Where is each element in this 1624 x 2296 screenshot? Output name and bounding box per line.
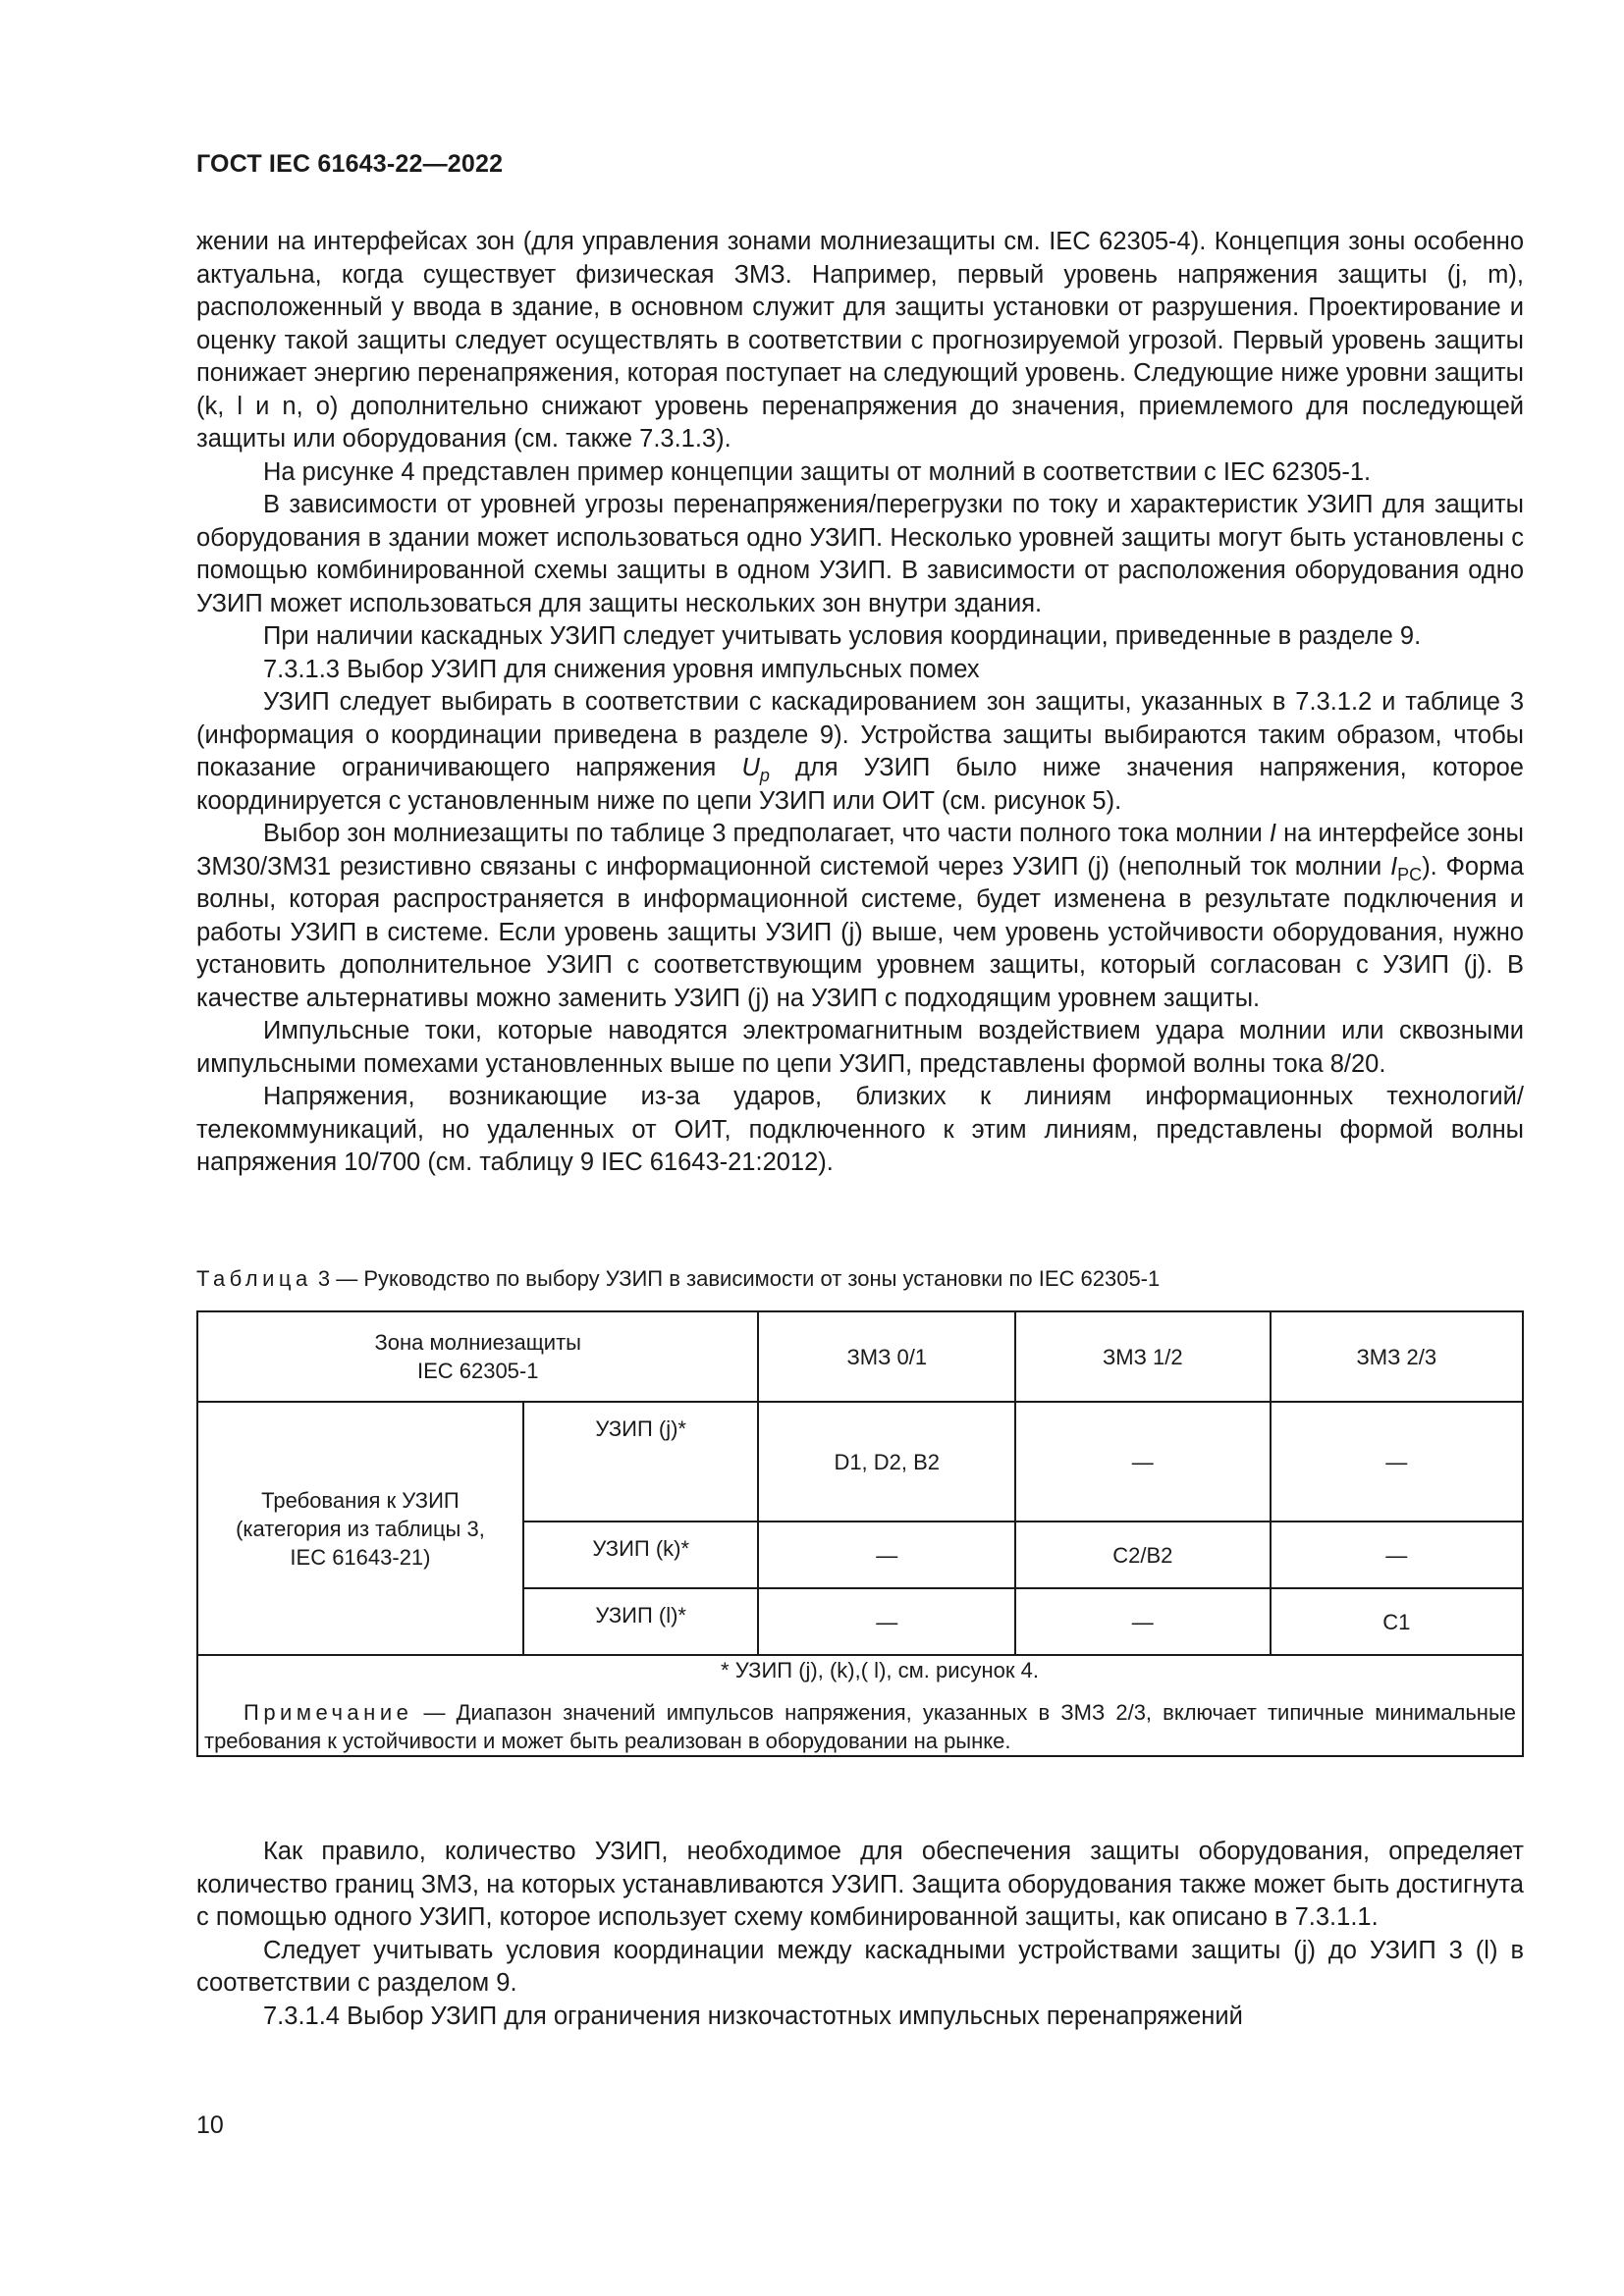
header-col: ЗМЗ 0/1 [758,1311,1015,1402]
paragraph: Следует учитывать условия координации между каскадными устройствами защиты (j) до УЗИП 3 (l) в соответствии с разделом 9. [196,1936,1524,1997]
table-note: Примечание — Диапазон значений импульсов напряжения, указанных в ЗМЗ 2/3, включает типичные минимальные требования к устойчивости и может быть реализован в оборудовании на рынке. [204,1700,1516,1753]
paragraph: Импульсные токи, которые наводятся электромагнитным воздействием удара молнии или сквозными импульсными помехами установленных выше по цепи УЗИП, представлены формой волны тока 8/20. [196,1017,1524,1078]
table-cell: — [1271,1522,1523,1588]
footnote: * УЗИП (j), (k),( l), см. рисунок 4. [721,1658,1039,1682]
paragraph: В зависимости от уровней угрозы перенапряжения/перегрузки по току и характеристик УЗИП для защиты оборудования в здании может использоваться одно УЗИП. Несколько уровней защиты могут быть установлены с помощью комбинированной схемы защиты в одном УЗИП. В зависимости от расположения оборудования одно УЗИП может использоваться для защиты нескольких зон внутри здания. [196,491,1524,617]
body-text [196,226,1524,1180]
paragraph: Выбор зон молниезащиты по таблице 3 предполагает, что части полного тока молнии I на интерфейсе зоны ЗМ30/ЗМ31 резистивно связаны с информационной системой через УЗИП (j) (неполный ток молнии $I_{PC}$). Форма волны, которая распространяется в информационной системе, будет изменена в результате подключения и работы УЗИП в системе. Если уровень защиты УЗИП (j) выше, чем уровень устойчивости оборудования, нужно установить дополнительное УЗИП с соответствующим уровнем защиты, который согласован с УЗИП (j). В качестве альтернативы можно заменить УЗИП (j) на УЗИП с подходящим уровнем защиты. [196,820,1524,1012]
row-label: УЗИП (l)* [523,1588,759,1655]
paragraph: жении на интерфейсах зон (для управления зонами молниезащиты см. IEC 62305-4). Концепция зоны особенно актуальна, когда существует физическая ЗМЗ. Например, первый уровень напряжения защиты (j, m), расположенный у ввода в здание, в основном служит для защиты установки от разрушения. Проектирование и оценку такой защиты следует осуществлять в соответствии с прогнозируемой угрозой. Первый уровень защиты понижает энергию перенапряжения, которая поступает на следующий уровень. Следующие ниже уровни защиты (k, l и n, o) дополнительно снижают уровень перенапряжения до значения, приемлемого для последующей защиты или оборудования (см. также 7.3.1.3). [196,228,1524,453]
paragraph: На рисунке 4 представлен пример концепции защиты от молний в соответствии с IEC 62305-1. [263,457,1372,486]
table-cell: — [1015,1588,1270,1655]
paragraph: При наличии каскадных УЗИП следует учитывать условия координации, приведенные в разделе 9. [263,622,1422,650]
header-zone: Зона молниезащиты IEC 62305-1 [197,1311,758,1402]
page-number: 10 [196,2111,224,2139]
table-cell: — [758,1588,1015,1655]
table-cell: C2/B2 [1015,1522,1270,1588]
row-label: УЗИП (j)* [523,1402,759,1522]
table-caption: Таблица 3 — Руководство по выбору УЗИП в зависимости от зоны установки по IEC 62305-1 [196,1266,1161,1291]
row-label: УЗИП (k)* [523,1522,759,1588]
spd-selection-table [196,1310,1524,1757]
section-heading: 7.3.1.4 Выбор УЗИП для ограничения низкочастотных импульсных перенапряжений [263,2002,1243,2030]
table-footnotes [197,1655,1523,1756]
table-cell: — [1015,1402,1270,1522]
header-col: ЗМЗ 2/3 [1271,1311,1523,1402]
document-header: ГОСТ IEC 61643-22—2022 [196,150,504,178]
group-label: Требования к УЗИП (категория из таблицы 3, IEC 61643-21) [197,1402,523,1655]
section-heading: 7.3.1.3 Выбор УЗИП для снижения уровня импульсных помех [263,655,980,683]
paragraph: Как правило, количество УЗИП, необходимое для обеспечения защиты оборудования, определяет количество границ ЗМЗ, на которых устанавливаются УЗИП. Защита оборудования также может быть достигнута с помощью одного УЗИП, которое использует схему комбинированной защиты, как описано в 7.3.1.1. [196,1838,1524,1931]
header-col: ЗМЗ 1/2 [1015,1311,1270,1402]
paragraph: Напряжения, возникающие из-за ударов, близких к линиям информационных технологий/телекоммуникаций, но удаленных от ОИТ, подключенного к этим линиям, представлены формой волны напряжения 10/700 (см. таблицу 9 IEC 61643-21:2012). [196,1083,1524,1176]
table-cell: — [1271,1402,1523,1522]
table-cell: C1 [1271,1588,1523,1655]
paragraph: УЗИП следует выбирать в соответствии с каскадированием зон защиты, указанных в 7.3.1.2 и таблице 3 (информация о координации приведена в разделе 9). Устройства защиты выбираются таким образом, чтобы показание ограничивающего напряжения $U_p$ для УЗИП было ниже значения напряжения, которое координируется с установленным ниже по цепи УЗИП или ОИТ (см. рисунок 5). [196,688,1524,815]
table-cell: — [758,1522,1015,1588]
table-cell: D1, D2, B2 [758,1402,1015,1522]
body-text-after-table [196,1836,1524,2033]
